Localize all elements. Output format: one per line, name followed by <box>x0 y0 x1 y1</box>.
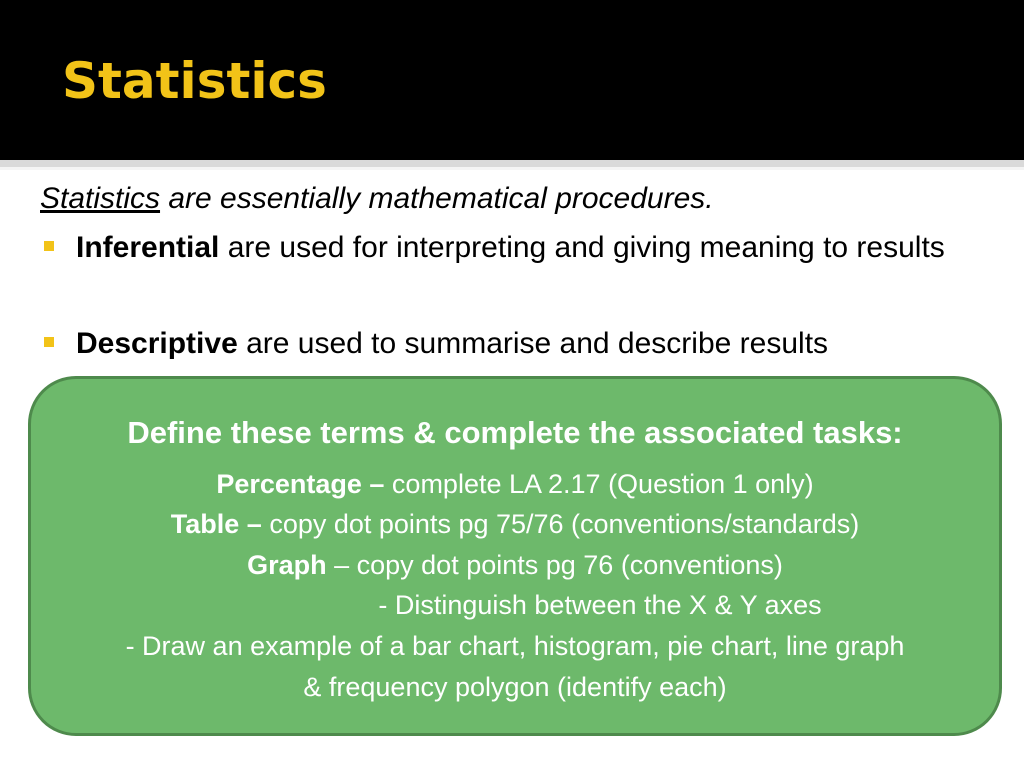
task-text: complete LA 2.17 (Question 1 only) <box>384 469 814 499</box>
bullet-term: Descriptive <box>76 327 238 360</box>
task-line-percentage <box>31 469 999 500</box>
task-line-graph <box>31 550 999 581</box>
intro-rest: are essentially mathematical procedures. <box>160 182 714 215</box>
bullet-inferential <box>40 224 996 272</box>
task-line-table <box>31 509 999 540</box>
bullet-text <box>76 320 996 368</box>
slide-title: Statistics <box>62 52 327 110</box>
title-divider <box>0 160 1024 167</box>
intro-term: Statistics <box>40 182 161 215</box>
square-bullet-icon <box>44 337 54 347</box>
slide-body <box>0 170 1024 768</box>
task-box <box>28 376 1002 736</box>
intro-sentence <box>40 182 714 216</box>
task-text: copy dot points pg 75/76 (conventions/standards) <box>261 509 860 539</box>
bullet-text <box>76 224 996 272</box>
task-text: & frequency polygon (identify each) <box>303 672 727 702</box>
task-text: – copy dot points pg 76 (conventions) <box>326 550 783 580</box>
task-text: - Draw an example of a bar chart, histogram, pie chart, line graph <box>125 631 905 661</box>
task-line-frequency-polygon <box>31 672 999 703</box>
task-term: Graph <box>247 550 327 580</box>
task-text: - Distinguish between the X & Y axes <box>378 590 822 620</box>
task-box-heading: Define these terms & complete the associated tasks: <box>127 415 903 450</box>
bullet-description: are used for interpreting and giving meaning to results <box>219 231 945 264</box>
task-line-axes <box>31 590 999 621</box>
bullet-descriptive <box>40 320 996 368</box>
square-bullet-icon <box>44 241 54 251</box>
task-term: Percentage – <box>216 469 385 499</box>
task-term: Table – <box>170 509 262 539</box>
bullet-term: Inferential <box>76 231 220 264</box>
task-line-draw-examples <box>31 631 999 662</box>
bullet-description: are used to summarise and describe results <box>237 327 829 360</box>
title-bar <box>0 0 1024 160</box>
